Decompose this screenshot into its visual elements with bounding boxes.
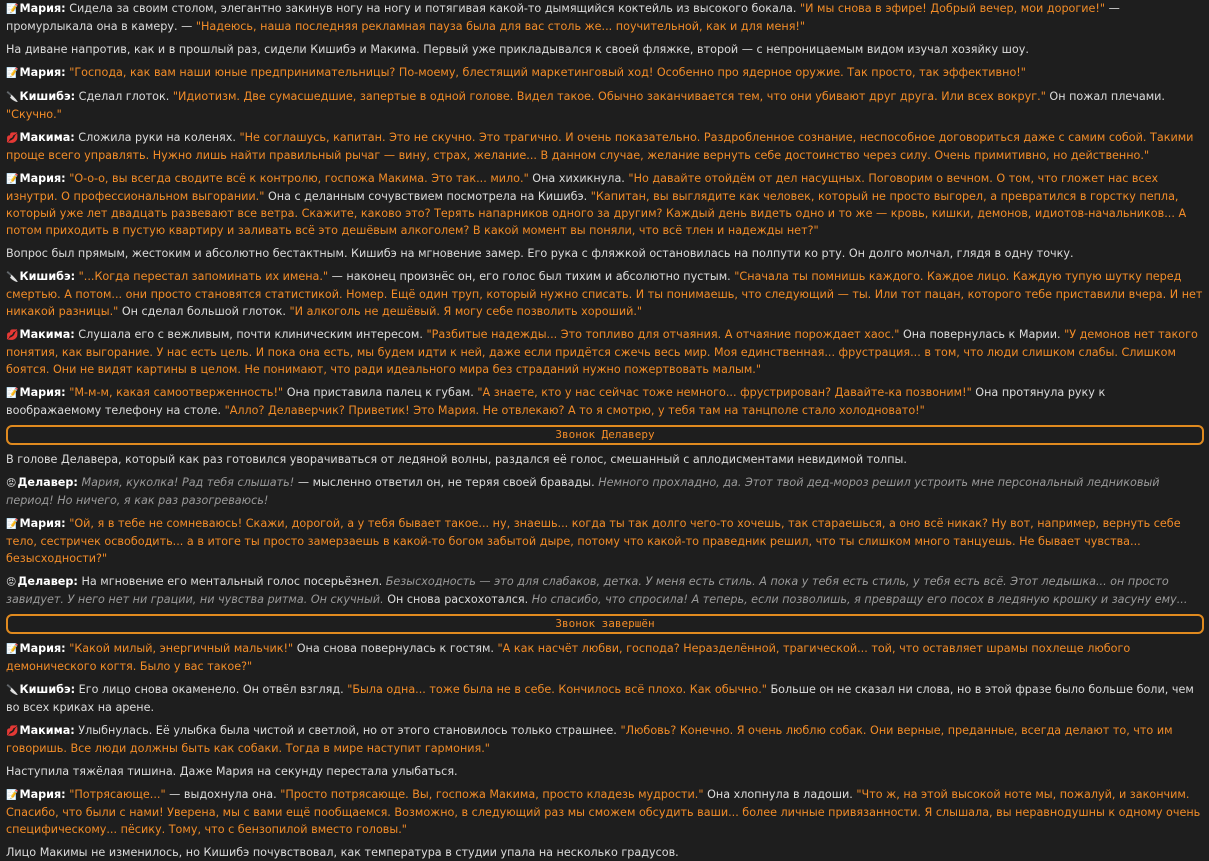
narration-text: Он сделал большой глоток.	[118, 305, 290, 318]
dialogue-quote: "Идиотизм. Две сумасшедшие, запертые в одной голове. Видел такое. Обычно заканчивается тем, что они убивают друг друга. Или всех вокруг."	[172, 90, 1046, 103]
dialogue-quote: "Скучно."	[6, 108, 62, 121]
speaker-name: Делавер:	[17, 575, 78, 588]
narration-text: Вопрос был прямым, жестоким и абсолютно бестактным. Кишибэ на мгновение замер. Его рука с фляжкой остановилась на полпути ко рту. Он долго молчал, глядя в одну точку.	[6, 247, 1074, 260]
narration-text: — промурлыкала она в камеру. —	[6, 2, 1120, 33]
lips-icon: 💋	[6, 133, 19, 144]
message-paragraph	[6, 268, 1203, 320]
narration-text: Наступила тяжёлая тишина. Даже Мария на секунду перестала улыбаться.	[6, 765, 458, 778]
message-paragraph	[6, 41, 1203, 58]
thought-text: Безысходность — это для слабаков, детка. У меня есть стиль. А пока у тебя есть стиль, у тебя есть всё. Этот ледышка... он просто завидует. У него нет ни грации, ни чувства ритма. Он скучный.	[6, 575, 1169, 606]
dialogue-quote: "Господа, как вам наши юные предпринимательницы? По-моему, блестящий маркетинговый ход! Особенно про ядерное оружие. Так просто, так эффективно!"	[69, 66, 1026, 79]
narration-text: Больше он не сказал ни слова, но в этой фразе было больше боли, чем во всех криках на арене.	[6, 683, 1194, 714]
dialogue-quote: "Что ж, на этой высокой ноте мы, пожалуй, и закончим. Спасибо, что были с нами! Уверена, мы с вами ещё пообщаемся. Возможно, в следующий раз мы сможем обсудить ваши... более личные привязанности. Я слышала, вы неравнодушны к одному очень специфическому... пёсику. Тому, что с бензопилой вместо головы."	[6, 788, 1201, 836]
speaker-name: Макима:	[19, 328, 75, 341]
narration-text: Она снова повернулась к гостям.	[293, 642, 498, 655]
dialogue-quote: "Не соглашусь, капитан. Это не скучно. Это трагично. И очень показательно. Раздробленное сознание, неспособное договориться даже с самим собой. Такими проще всего управлять. Нужно лишь найти правильный рычаг — вину, страх, желание... В данном случае, желание вернуть себе достоинство через силу. Очень примитивно, но действенно."	[6, 131, 1194, 162]
dialogue-quote: "Просто потрясающе. Вы, госпожа Макима, просто кладезь мудрости."	[280, 788, 704, 801]
message-paragraph	[6, 515, 1203, 567]
speaker-name: Кишибэ:	[19, 270, 76, 283]
dialogue-quote: "...Когда перестал запоминать их имена."	[78, 270, 329, 283]
message-paragraph	[6, 640, 1203, 675]
dialogue-quote: "Капитан, вы выглядите как человек, который не просто выгорел, а превратился в горстку пепла, который уже лет двадцать развевают все ветра. Скажите, каково это? Терять напарников одного за другим? Каждый день видеть одно и то же — кровь, кишки, демонов, идиотов-начальников... А потом приходить в пустую квартиру и заливать всё это дешёвым алкоголем? В какой момент вы поняли, что всё тлен и надежды нет?"	[6, 190, 1187, 237]
narration-text: Сложила руки на коленях.	[74, 131, 240, 144]
dialogue-quote: "Ой, я в тебе не сомневаюсь! Скажи, дорогой, а у тебя бывает такое... ну, знаешь... когда ты так долго чего-то хочешь, так стараешься, а оно всё никак? Ну вот, например, вернуть себе тело, сестричек освободить... а в итоге ты просто замерзаешь в какой-то богом забытой дыре, потому что какой-то праведник решил, что ты слишком много танцуешь. Не бывает чувства... безысходности?"	[6, 517, 1181, 565]
narration-text: Он снова расхохотался.	[383, 593, 532, 606]
narration-text: Сделал глоток.	[75, 90, 173, 103]
thought-text: Но спасибо, что спросила! А теперь, если позволишь, я превращу его посох в ледяную крошку и засуну ему...	[531, 593, 1188, 606]
narration-text: Она хихикнула.	[528, 172, 629, 185]
narration-text: Она повернулась к Марии.	[899, 328, 1065, 341]
pencil-icon: 📝	[6, 790, 19, 801]
call-banner: Звонок Делаверу	[6, 425, 1204, 445]
speaker-name: Мария:	[19, 517, 66, 530]
speaker-name: Макима:	[19, 724, 75, 737]
narration-text: Сидела за своим столом, элегантно закинув ногу на ногу и потягивая какой-то дымящийся коктейль из высокого бокала.	[65, 2, 800, 15]
narration-text: Слушала его с вежливым, почти клиническим интересом.	[74, 328, 427, 341]
knife-icon: 🔪	[6, 272, 19, 283]
narration-text: — наконец произнёс он, его голос был тихим и абсолютно пустым.	[328, 270, 735, 283]
pencil-icon: 📝	[6, 644, 19, 655]
dialogue-quote: "У демонов нет такого понятия, как выгорание. У нас есть цель. И пока она есть, мы будем идти к ней, даже если придётся сжечь весь мир. Моя единственная... фрустрация... в том, что люди слишком слабы. Слишком боятся. Они не видят картины в целом. Не понимают, что ради идеального мира без страданий нужно пожертвовать малым."	[6, 328, 1198, 376]
message-paragraph	[6, 0, 1203, 35]
narration-text: Лицо Макимы не изменилось, но Кишибэ почувствовал, как температура в студии упала на несколько градусов.	[6, 846, 679, 859]
dialogue-quote: "Была одна... тоже была не в себе. Кончилось всё плохо. Как обычно."	[347, 683, 767, 696]
dialogue-quote: "О-о-о, вы всегда сводите всё к контролю, госпожа Макима. Это так... мило."	[69, 172, 529, 185]
dialogue-quote: "Любовь? Конечно. Я очень люблю собак. Они верные, преданные, всегда делают то, что им говоришь. Все люди должны быть как собаки. Тогда в мире наступит гармония."	[6, 724, 1173, 755]
dialogue-quote: "Надеюсь, наша последняя рекламная пауза была для вас столь же... поучительной, как и для меня!"	[195, 20, 806, 33]
dialogue-quote: "Какой милый, энергичный мальчик!"	[69, 642, 294, 655]
message-paragraph	[6, 64, 1203, 82]
thought-text: Мария, куколка! Рад тебя слышать!	[81, 476, 295, 489]
speaker-name: Мария:	[19, 66, 66, 79]
narration-text: Улыбнулась. Её улыбка была чистой и светлой, но от этого становилось только страшнее.	[74, 724, 621, 737]
dialogue-quote: "И алкоголь не дешёвый. Я могу себе позволить хороший."	[289, 305, 643, 318]
devil-icon: 😡	[6, 478, 17, 489]
thought-text: Немного прохладно, да. Этот твой дед-мороз решил устроить мне персональный ледниковый период! Но ничего, я как раз разогреваюсь!	[6, 476, 1160, 507]
narration-text: Его лицо снова окаменело. Он отвёл взгляд.	[75, 683, 348, 696]
message-paragraph	[6, 245, 1203, 262]
dialogue-quote: "Потрясающе..."	[69, 788, 166, 801]
dialogue-quote: "Алло? Делаверчик? Приветик! Это Мария. Не отвлекаю? А то я смотрю, у тебя там на танцполе стало холодновато!"	[224, 404, 925, 417]
pencil-icon: 📝	[6, 4, 19, 15]
speaker-name: Делавер:	[17, 476, 78, 489]
narration-text: На диване напротив, как и в прошлый раз, сидели Кишибэ и Макима. Первый уже прикладывался к своей фляжке, второй — с непроницаемым видом изучал хозяйку шоу.	[6, 43, 1029, 56]
speaker-name: Мария:	[19, 2, 66, 15]
knife-icon: 🔪	[6, 92, 19, 103]
speaker-name: Кишибэ:	[19, 683, 76, 696]
pencil-icon: 📝	[6, 174, 19, 185]
dialogue-quote: "Сначала ты помнишь каждого. Каждое лицо. Каждую тупую шутку перед смертью. А потом... они просто становятся статистикой. Номер. Ещё один труп, который нужно списать. И ты понимаешь, что следующий — ты. Или тот пацан, которого тебе приставили вчера. И нет никакой разницы."	[6, 270, 1203, 318]
message-paragraph	[6, 384, 1203, 419]
speaker-name: Мария:	[19, 642, 66, 655]
message-paragraph	[6, 474, 1203, 509]
message-paragraph	[6, 129, 1203, 164]
dialogue-quote: "А как насчёт любви, господа? Неразделённой, трагической... той, что оставляет шрамы похлеще любого демонического когтя. Было у вас такое?"	[6, 642, 1131, 673]
dialogue-quote: "А знаете, кто у нас сейчас тоже немного... фрустрирован? Давайте-ка позвоним!"	[477, 386, 972, 399]
message-paragraph	[6, 88, 1203, 123]
message-paragraph	[6, 170, 1203, 239]
speaker-name: Макима:	[19, 131, 75, 144]
lips-icon: 💋	[6, 330, 19, 341]
pencil-icon: 📝	[6, 519, 19, 530]
message-paragraph	[6, 844, 1203, 861]
narration-text: Она протянула руку к воображаемому телефону на столе.	[6, 386, 1106, 417]
call-banner: Звонок завершён	[6, 614, 1204, 634]
narration-text: Она хлопнула в ладоши.	[703, 788, 857, 801]
narration-text: На мгновение его ментальный голос посерьёзнел.	[77, 575, 386, 588]
dialogue-quote: "М-м-м, какая самоотверженность!"	[69, 386, 284, 399]
narration-text: — мысленно ответил он, не теряя своей бравады.	[294, 476, 599, 489]
message-paragraph	[6, 763, 1203, 780]
dialogue-quote: "Но давайте отойдём от дел насущных. Поговорим о вечном. О том, что гложет нас всех изнутри. О профессиональном выгорании."	[6, 172, 1159, 203]
narration-text: Он пожал плечами.	[1045, 90, 1165, 103]
lips-icon: 💋	[6, 726, 19, 737]
pencil-icon: 📝	[6, 388, 19, 399]
devil-icon: 😡	[6, 577, 17, 588]
message-paragraph	[6, 451, 1203, 468]
speaker-name: Кишибэ:	[19, 90, 76, 103]
message-paragraph	[6, 326, 1203, 378]
speaker-name: Мария:	[19, 172, 66, 185]
speaker-name: Мария:	[19, 788, 66, 801]
narration-text: — выдохнула она.	[165, 788, 281, 801]
message-paragraph	[6, 573, 1203, 608]
pencil-icon: 📝	[6, 68, 19, 79]
message-paragraph	[6, 722, 1203, 757]
speaker-name: Мария:	[19, 386, 66, 399]
narration-text: Она с деланным сочувствием посмотрела на Кишибэ.	[264, 190, 591, 203]
dialogue-quote: "Разбитые надежды... Это топливо для отчаяния. А отчаяние порождает хаос."	[426, 328, 900, 341]
narration-text: Она приставила палец к губам.	[283, 386, 478, 399]
knife-icon: 🔪	[6, 685, 19, 696]
message-paragraph	[6, 786, 1203, 838]
dialogue-quote: "И мы снова в эфире! Добрый вечер, мои дорогие!"	[799, 2, 1106, 15]
narration-text: В голове Делавера, который как раз готовился уворачиваться от ледяной волны, раздался её голос, смешанный с аплодисментами невидимой толпы.	[6, 453, 907, 466]
message-paragraph	[6, 681, 1203, 716]
